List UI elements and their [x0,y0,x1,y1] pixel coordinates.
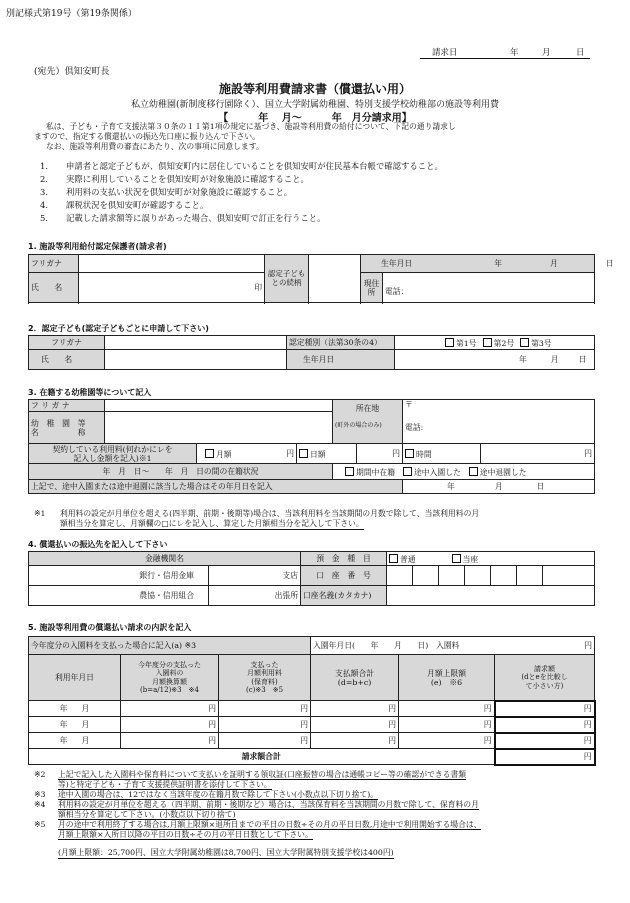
section-5-heading: 5. 施設等利用費の償還払い請求の内訳を記入 [28,623,192,632]
request-date-month: 月 [542,48,551,58]
footnote-line: 月額上限額×入所日以降の平日の日数÷その月の平日日数として下さい。 [58,830,313,839]
row-month: 年 月 [29,733,121,749]
daily-checkbox[interactable] [299,449,308,458]
note-1-line-b: 額相当分を算定し、月額欄の□にレを記入し、算定した月額相当分を記入して下さい。 [60,519,364,528]
child-table [28,335,595,370]
account-digit[interactable] [491,566,517,586]
entrance-fee-input[interactable]: 入園年月日( 年 月 日) 入園料 円 [311,637,595,655]
guardian-name-label: 氏 名 [29,273,79,303]
note-1-line-a: 利用料の設定が月単位を超える(四半期、前期・後期等)場合は、当該利用料を当該期間の月数で除して、当該利用料の月 [60,509,480,518]
child-name-input[interactable] [105,350,287,370]
row-month: 年 月 [29,717,121,733]
enroll-status-options[interactable]: 期間中在籍 途中入園した 途中退園した [333,464,595,480]
deposit-type-options[interactable]: 普通 当座 [387,552,595,566]
claim-total-label: 請求額合計 [29,749,495,765]
type2-checkbox[interactable] [483,338,492,347]
col-claim: 請求額 (dとeを比較し て小さい方) [495,655,595,701]
guardian-name-input[interactable] [79,273,265,303]
account-no-label: 口 座 番 号 [301,566,387,586]
claim-table [28,636,596,766]
child-birth-label: 生年月日 [287,350,395,370]
bank-table [28,551,595,606]
yen-cell[interactable]: 円 [399,701,495,717]
intro-line-2: ますので、指定する償還払いの振込先口座に振り込んで下さい。 [34,132,260,141]
seal-mark: 印 [254,283,262,292]
request-date-label: 請求日 [432,48,458,58]
child-furigana-label: フリガナ [29,336,105,350]
mid-change-date[interactable]: 年 月 日 [403,480,595,494]
account-digit[interactable] [465,566,491,586]
daily-fee-yen: 円 [357,444,403,464]
branch-label[interactable]: 支店 [209,566,301,586]
claim-yen-cell[interactable]: 円 [495,717,595,733]
status-left-checkbox[interactable] [469,467,478,476]
account-digit[interactable] [387,566,413,586]
child-birth-input[interactable]: 年 月 日 [395,350,595,370]
footnote-line: 額相当分を算定して下さい。(小数点以下切り捨て) [58,810,236,819]
relationship-input[interactable] [309,255,361,303]
yen-cell[interactable]: 円 [219,717,311,733]
consent-item: 5． 記載した請求額等に誤りがあった場合、倶知安町で訂正を行うこと。 [40,213,326,223]
facility-name-label: 幼 稚 園 等 名 称 [29,412,105,444]
footnote-line: ※4 利用料の設定が月単位を超える（四半期、前期・後期など）場合は、当該保育料を当該期間の月数で除して、保育料の月 [34,800,479,809]
footnote-line: 等)と特定子ども・子育て支援提供証明書を添付して下さい。 [58,780,272,789]
col-paid-total: 支払額合計 (d=b+c) [311,655,399,701]
footnote-line: ※3 途中入園の場合は、12ではなく当該年度の在籍月数で除して下さい(小数点以下切り捨て)。 [34,790,379,799]
status-enrolled-checkbox[interactable] [345,467,354,476]
status-joined-checkbox[interactable] [403,467,412,476]
facility-furigana-input[interactable] [105,400,333,412]
col-monthly-fee: 支払った 月額利用料 (保育料) (c)※3 ※5 [219,655,311,701]
note-1-mark: ※1 [34,509,46,518]
table-row[interactable] [29,717,595,733]
yen-cell[interactable]: 円 [399,717,495,733]
type1-checkbox[interactable] [445,338,454,347]
facility-name-input[interactable] [105,412,333,444]
guardian-furigana-input[interactable] [79,255,265,273]
request-date-year: 年 [510,48,519,58]
facility-address-label: 所在地 (町外の場合のみ) [333,400,403,444]
facility-address-input[interactable]: 〒 電話: [403,400,595,444]
guardian-furigana-label: フリガナ [29,255,79,273]
deposit-type-label: 預 金 種 目 [301,552,387,566]
addressee: (宛先）倶知安町長 [34,67,110,77]
monthly-checkbox[interactable] [205,449,214,458]
bank-name-label: 金融機関名 [29,552,301,566]
account-name-label: 口座名義(カタカナ) [301,586,387,606]
period-line: 【 年 月～ 年 月分請求用】 [218,113,412,124]
yen-cell[interactable]: 円 [219,733,311,749]
intro-line-1: 私は、子ども・子育て支援法第３０条の１１第1項の規定に基づき、施設等利用費の給付について、下記の通り請求し [46,122,456,131]
form-title: 施設等利用費請求書（償還払い用） [218,82,411,96]
facility-table [28,399,595,494]
bank-type-2[interactable]: 農協・信用組合 [29,586,209,606]
col-monthly-limit: 月額上限額 (e) ※6 [399,655,495,701]
ordinary-checkbox[interactable] [389,554,398,563]
yen-cell[interactable]: 円 [121,733,219,749]
hourly-fee-yen: 円 [481,444,595,464]
type3-checkbox[interactable] [520,338,529,347]
guardian-address-input[interactable]: 電話： [383,273,595,303]
consent-item: 4． 課税状況を倶知安町が確認すること。 [40,200,209,210]
yen-cell[interactable]: 円 [311,717,399,733]
consent-list [40,160,443,225]
bank-type-1[interactable]: 銀行・信用金庫 [29,566,209,586]
section-1-heading: 1. 施設等利用給付認定保護者(請求者) [28,242,167,251]
hourly-fee-input[interactable]: 時間 [403,444,481,464]
account-digit[interactable] [543,566,595,586]
table-row[interactable] [29,701,595,717]
fee-type-label: 契約している利用料(何れかにレを 記入し金額を記入)※1 [29,444,197,464]
request-date-day: 日 [576,48,585,58]
section-3-heading: 3. 在籍する幼稚園等について記入 [28,388,152,397]
monthly-fee-input[interactable]: 月額 円 [197,444,297,464]
footnotes [34,770,481,840]
form-subtitle: 私立幼稚園(新制度移行園除く）、国立大学附属幼稚園、特別支援学校幼稚部の施設等利用費 [130,100,499,110]
footnote-line: ※2 上記で記入した入園料や保育料について支払いを証明する領収証(口座振替の場合は通帳コピー等の確認ができる書類 [34,770,467,779]
consent-item: 2． 実際に利用していることを倶知安町が対象施設に確認すること。 [40,174,309,184]
child-furigana-input[interactable] [105,336,287,350]
section-2-heading: 2．認定子ども(認定子どもごとに申請して下さい) [28,324,209,333]
hourly-checkbox[interactable] [405,449,414,458]
enroll-period-label: 年 月 日～ 年 月 日の間の在籍状況 [29,464,333,480]
yen-cell[interactable]: 円 [399,733,495,749]
relationship-label: 認定子どもとの続柄 [265,255,309,303]
account-digit[interactable] [517,566,543,586]
yen-cell[interactable]: 円 [219,701,311,717]
consent-item: 1． 申請者と認定子どもが、倶知安町内に居住していることを倶知安町が住民基本台帳で確認すること。 [40,161,443,171]
monthly-limit-note: (月額上限額：25,700円、国立大学附属幼稚園は8,700円、国立大学附属特別支援学校は400円) [58,848,394,857]
row-month: 年 月 [29,701,121,717]
account-digit[interactable] [439,566,465,586]
daily-fee-input[interactable]: 日額 [297,444,357,464]
facility-furigana-label: フ リ ガ ナ [29,400,105,412]
mid-change-label: 上記で、途中入園または途中退園に該当した場合はその年月日を記入 [29,480,403,494]
account-digit[interactable] [413,566,439,586]
yen-cell[interactable]: 円 [311,701,399,717]
claim-yen-cell[interactable]: 円 [495,733,595,749]
yen-cell[interactable]: 円 [311,733,399,749]
cert-type-label: 認定種別（法第30条の4） [287,336,395,350]
section-4-heading: 4. 償還払いの振込先を記入して下さい [28,540,168,549]
current-checkbox[interactable] [452,554,461,563]
col-use-month: 利用年月日 [29,655,121,701]
consent-item: 3． 利用料の支払い状況を倶知安町が対象施設に確認すること。 [40,187,293,197]
guardian-address-label: 現住所 [361,273,383,303]
yen-cell[interactable]: 円 [121,701,219,717]
office-label[interactable]: 出張所 [209,586,301,606]
intro-line-3: なお、施設等利用費の審査にあたり、次の事項に同意します。 [46,142,264,151]
col-entrance-monthly: 今年度分の支払った 入園料の 月額換算額 (b=a/12)※3 ※4 [121,655,219,701]
account-name-input[interactable] [387,586,595,606]
yen-cell[interactable]: 円 [121,717,219,733]
child-name-label: 氏 名 [29,350,105,370]
guardian-birth-row[interactable]: 生年月日 年 月 日 [361,255,595,273]
table-row[interactable] [29,733,595,749]
form-number: 別記様式第19号（第19条関係） [6,9,137,19]
guardian-table [28,254,614,303]
cert-type-options[interactable]: 第1号 第2号 第3号 [395,336,595,350]
entrance-fee-label: 今年度分の入園料を支払った場合に記入(a) ※3 [29,637,311,655]
footnote-line: ※5 月の途中で利用終了する場合は,月額上限額×退所日までの平日の日数÷その月の平日日数,月途中で利用開始する場合は、 [34,820,482,829]
claim-yen-cell[interactable]: 円 [495,701,595,717]
claim-total-yen[interactable]: 円 [495,749,595,765]
